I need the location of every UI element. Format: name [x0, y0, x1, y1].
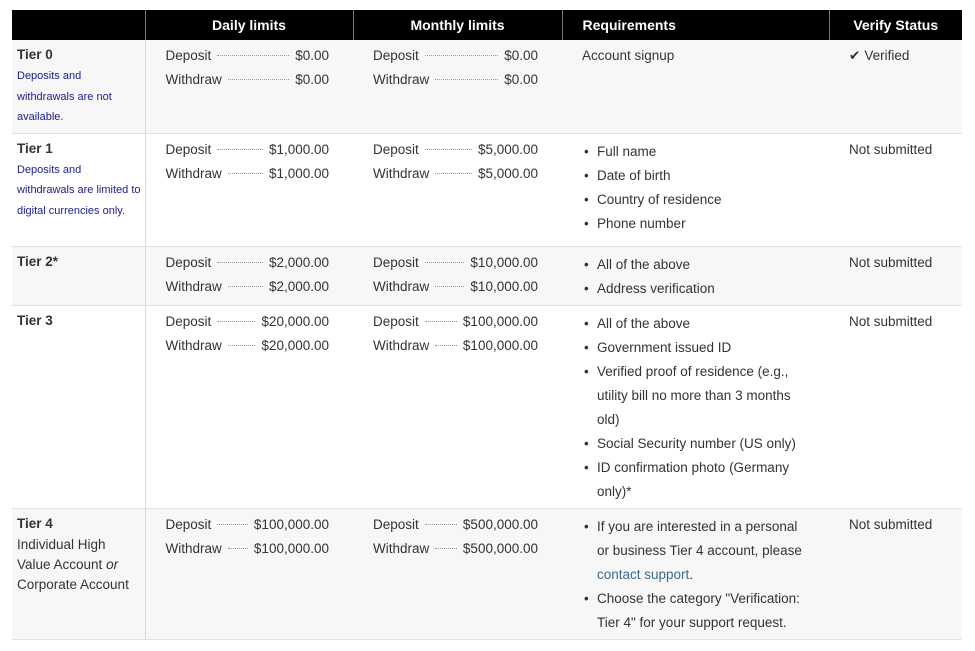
daily-deposit-amount: $100,000.00 [253, 516, 329, 532]
monthly-deposit-row [373, 251, 538, 275]
leader-dots [217, 524, 248, 525]
table-row [12, 133, 962, 246]
withdraw-label: Withdraw [165, 540, 222, 556]
status-text: Verified [864, 48, 910, 63]
monthly-withdraw-amount: $500,000.00 [462, 540, 538, 556]
deposit-label: Deposit [373, 313, 419, 329]
header-verify-status: Verify Status [829, 10, 962, 40]
list-item: • All of the above [582, 312, 809, 336]
requirements-list [582, 312, 809, 504]
monthly-withdraw-row [373, 334, 538, 358]
status-text: Not submitted [849, 254, 933, 270]
withdraw-label: Withdraw [373, 165, 430, 181]
monthly-withdraw-row [373, 275, 538, 299]
monthly-limits-cell [353, 133, 562, 246]
tier-name: Tier 0 [17, 47, 53, 62]
leader-dots [425, 149, 472, 150]
leader-dots [425, 524, 457, 525]
daily-withdraw-amount: $2,000.00 [268, 278, 329, 294]
leader-dots [425, 321, 457, 322]
leader-dots [217, 262, 263, 263]
daily-deposit-row [166, 44, 330, 68]
monthly-limits-cell [353, 40, 562, 133]
list-item: • Phone number [582, 212, 809, 236]
header-monthly-limits: Monthly limits [353, 10, 562, 40]
requirements-cell [562, 133, 829, 246]
withdraw-label: Withdraw [165, 72, 222, 87]
status-text: Not submitted [849, 313, 933, 329]
monthly-deposit-amount: $500,000.00 [462, 516, 538, 532]
deposit-label: Deposit [373, 141, 419, 157]
leader-dots [435, 173, 472, 174]
deposit-label: Deposit [373, 48, 419, 63]
leader-dots [217, 55, 289, 56]
monthly-limits-cell [353, 246, 562, 305]
tier-desc-or: or [106, 556, 119, 572]
requirements-cell [562, 305, 829, 508]
status-text: Not submitted [849, 516, 933, 532]
tier-cell [12, 246, 145, 305]
daily-deposit-row [166, 138, 330, 162]
tier-cell [12, 40, 145, 133]
tier-cell [12, 508, 145, 639]
list-item: • Choose the category "Verification: Tier 4" for your support request. [582, 587, 809, 635]
daily-withdraw-row [166, 334, 330, 358]
status-cell [829, 40, 962, 133]
tier-note: Deposits and withdrawals are limited to digital currencies only. [17, 163, 141, 217]
requirements-cell [562, 246, 829, 305]
daily-limits-cell [145, 508, 353, 639]
monthly-deposit-amount: $10,000.00 [470, 254, 538, 270]
daily-withdraw-row [166, 275, 330, 299]
withdraw-label: Withdraw [373, 72, 430, 87]
table-row [12, 508, 962, 639]
requirement-text: If you are interested in a personal or business Tier 4 account, please [597, 518, 802, 558]
deposit-label: Deposit [373, 516, 419, 532]
daily-withdraw-amount: $20,000.00 [261, 337, 329, 353]
requirements-cell [562, 40, 829, 133]
status-cell [829, 246, 962, 305]
list-item: • Address verification [582, 277, 809, 301]
status-cell [829, 305, 962, 508]
daily-deposit-amount: $1,000.00 [268, 141, 329, 157]
leader-dots [425, 262, 465, 263]
monthly-deposit-amount: $100,000.00 [462, 313, 538, 329]
tier-desc-corporate: Corporate Account [17, 576, 129, 592]
monthly-deposit-row [373, 310, 538, 334]
table-row [12, 305, 962, 508]
leader-dots [435, 548, 457, 549]
list-item: • All of the above [582, 253, 809, 277]
daily-limits-cell [145, 246, 353, 305]
daily-deposit-row [166, 513, 330, 537]
daily-limits-cell [145, 133, 353, 246]
monthly-withdraw-row [373, 68, 538, 92]
leader-dots [228, 345, 256, 346]
list-item: • Government issued ID [582, 336, 809, 360]
tier-cell [12, 133, 145, 246]
monthly-limits-cell [353, 508, 562, 639]
daily-deposit-row [166, 310, 330, 334]
checkmark-icon: ✔ [849, 48, 861, 63]
deposit-label: Deposit [165, 313, 212, 329]
daily-deposit-amount: $2,000.00 [268, 254, 329, 270]
table-row [12, 246, 962, 305]
deposit-label: Deposit [165, 254, 212, 270]
table-header-row [12, 10, 962, 40]
monthly-withdraw-amount: $0.00 [504, 72, 538, 87]
contact-support-link[interactable]: contact support [597, 566, 690, 582]
tier-note: Deposits and withdrawals are not available. [17, 70, 112, 123]
status-text: Not submitted [849, 141, 933, 157]
daily-deposit-amount: $20,000.00 [261, 313, 329, 329]
withdraw-label: Withdraw [165, 165, 222, 181]
deposit-label: Deposit [165, 516, 212, 532]
deposit-label: Deposit [373, 254, 419, 270]
withdraw-label: Withdraw [165, 278, 222, 294]
monthly-deposit-row [373, 44, 538, 68]
monthly-deposit-row [373, 513, 538, 537]
withdraw-label: Withdraw [373, 540, 430, 556]
table-row [12, 40, 962, 133]
verification-tiers-table [12, 10, 962, 640]
daily-limits-cell [145, 40, 353, 133]
monthly-withdraw-amount: $10,000.00 [470, 278, 538, 294]
requirements-cell [562, 508, 829, 639]
leader-dots [425, 55, 498, 56]
header-tier [12, 10, 145, 40]
leader-dots [435, 286, 464, 287]
list-item: • Verified proof of residence (e.g., utility bill no more than 3 months old) [582, 360, 809, 432]
list-item: • Social Security number (US only) [582, 432, 809, 456]
leader-dots [217, 149, 263, 150]
leader-dots [217, 321, 255, 322]
requirement-punct: . [689, 566, 694, 582]
monthly-withdraw-row [373, 162, 538, 186]
monthly-deposit-amount: $0.00 [504, 48, 538, 63]
leader-dots [228, 286, 263, 287]
withdraw-label: Withdraw [165, 337, 222, 353]
status-cell [829, 133, 962, 246]
list-item: • Country of residence [582, 188, 809, 212]
leader-dots [228, 548, 248, 549]
daily-withdraw-amount: $1,000.00 [268, 165, 329, 181]
requirements-list [582, 515, 809, 635]
daily-deposit-row [166, 251, 330, 275]
daily-deposit-amount: $0.00 [295, 48, 329, 63]
monthly-deposit-amount: $5,000.00 [477, 141, 538, 157]
tier-name: Tier 2* [17, 253, 59, 269]
tier-name: Tier 3 [17, 312, 53, 328]
tier-name: Tier 1 [17, 140, 53, 156]
requirements-list [582, 140, 809, 236]
daily-withdraw-row [166, 537, 330, 561]
monthly-withdraw-amount: $5,000.00 [477, 165, 538, 181]
leader-dots [228, 79, 289, 80]
tier-cell [12, 305, 145, 508]
leader-dots [228, 173, 263, 174]
withdraw-label: Withdraw [373, 337, 430, 353]
daily-withdraw-amount: $100,000.00 [253, 540, 329, 556]
list-item: • ID confirmation photo (Germany only)* [582, 456, 809, 504]
header-requirements: Requirements [562, 10, 829, 40]
tier-desc-individual: Individual High Value Account [17, 536, 106, 572]
leader-dots [435, 345, 457, 346]
leader-dots [435, 79, 498, 80]
requirement-text: Account signup [582, 48, 675, 63]
list-item [582, 515, 809, 587]
withdraw-label: Withdraw [373, 278, 430, 294]
deposit-label: Deposit [165, 48, 212, 63]
deposit-label: Deposit [165, 141, 212, 157]
tier-name: Tier 4 [17, 515, 53, 531]
monthly-deposit-row [373, 138, 538, 162]
monthly-limits-cell [353, 305, 562, 508]
daily-withdraw-amount: $0.00 [295, 72, 329, 87]
tier-description [17, 535, 141, 595]
daily-withdraw-row [166, 68, 330, 92]
monthly-withdraw-row [373, 537, 538, 561]
header-daily-limits: Daily limits [145, 10, 353, 40]
requirements-list [582, 253, 809, 301]
list-item: • Date of birth [582, 164, 809, 188]
list-item: • Full name [582, 140, 809, 164]
status-cell [829, 508, 962, 639]
daily-limits-cell [145, 305, 353, 508]
monthly-withdraw-amount: $100,000.00 [462, 337, 538, 353]
daily-withdraw-row [166, 162, 330, 186]
